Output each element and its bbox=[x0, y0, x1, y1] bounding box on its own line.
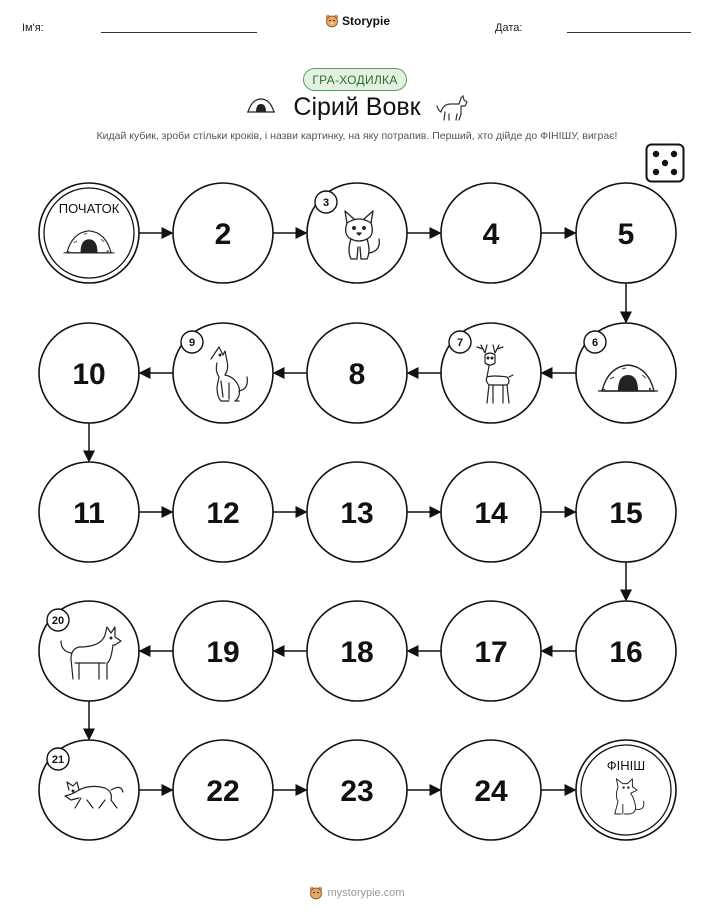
board-cell-16 bbox=[576, 601, 676, 701]
cell-number-badge: 21 bbox=[51, 754, 65, 766]
cell-number: 11 bbox=[73, 497, 105, 530]
board-cell-8 bbox=[307, 323, 407, 423]
board-cell-19 bbox=[173, 601, 273, 701]
name-label: Ім'я: bbox=[22, 22, 44, 34]
board-cell-12 bbox=[173, 462, 273, 562]
finish-label: ФІНІШ bbox=[606, 758, 646, 773]
footer-url[interactable]: mystorypie.com bbox=[327, 887, 405, 899]
board-cell-6 bbox=[576, 323, 676, 423]
cell-number: 23 bbox=[340, 775, 374, 808]
board-cell-2 bbox=[173, 183, 273, 283]
board-cell-9 bbox=[173, 323, 273, 423]
start-label: ПОЧАТОК bbox=[58, 201, 120, 216]
cell-number: 17 bbox=[474, 636, 508, 669]
cell-number: 14 bbox=[474, 497, 508, 530]
cell-number: 4 bbox=[482, 218, 500, 251]
cell-number: 8 bbox=[348, 358, 366, 391]
footer-bear-logo-icon bbox=[309, 886, 323, 900]
finish-cell bbox=[576, 740, 676, 840]
cell-number-badge: 6 bbox=[591, 337, 599, 349]
board-cells bbox=[39, 183, 676, 840]
footer bbox=[0, 886, 714, 900]
cell-number: 2 bbox=[214, 218, 232, 251]
board-cell-5 bbox=[576, 183, 676, 283]
game-instructions: Кидай кубик, зроби стільки кроків, і назви картинку, на яку потрапив. Перший, хто дійде до ФІНІШУ, виграє! bbox=[96, 130, 618, 142]
board-cell-21 bbox=[39, 740, 139, 840]
logo-text: Storypie bbox=[342, 14, 391, 28]
board-cell-13 bbox=[307, 462, 407, 562]
cell-number-badge: 9 bbox=[188, 337, 196, 349]
date-label: Дата: bbox=[495, 22, 523, 34]
cell-number: 18 bbox=[340, 636, 374, 669]
cell-number: 22 bbox=[206, 775, 240, 808]
cell-number-badge: 20 bbox=[51, 615, 65, 627]
board-cell-10 bbox=[39, 323, 139, 423]
game-type-badge: ГРА-ХОДИЛКА bbox=[303, 68, 407, 91]
board-cell-4 bbox=[441, 183, 541, 283]
start-cell bbox=[39, 183, 139, 283]
cell-number: 12 bbox=[206, 497, 240, 530]
board-cell-23 bbox=[307, 740, 407, 840]
cell-number-badge: 3 bbox=[322, 197, 330, 209]
board-cell-20 bbox=[39, 601, 139, 701]
board-cell-15 bbox=[576, 462, 676, 562]
cell-number: 19 bbox=[206, 636, 240, 669]
cell-number: 5 bbox=[617, 218, 635, 251]
cell-number: 24 bbox=[474, 775, 508, 808]
board-cell-18 bbox=[307, 601, 407, 701]
board-cell-24 bbox=[441, 740, 541, 840]
cell-number: 13 bbox=[340, 497, 374, 530]
cell-number: 16 bbox=[609, 636, 643, 669]
cell-number: 15 bbox=[609, 497, 643, 530]
page-title: Сірий Вовк bbox=[293, 93, 421, 121]
board-cell-14 bbox=[441, 462, 541, 562]
board-cell-7 bbox=[441, 323, 541, 423]
cell-number: 10 bbox=[72, 358, 106, 391]
board-cell-11 bbox=[39, 462, 139, 562]
board-cell-3 bbox=[307, 183, 407, 283]
cell-number-badge: 7 bbox=[456, 337, 464, 349]
board-cell-22 bbox=[173, 740, 273, 840]
board-cell-17 bbox=[441, 601, 541, 701]
